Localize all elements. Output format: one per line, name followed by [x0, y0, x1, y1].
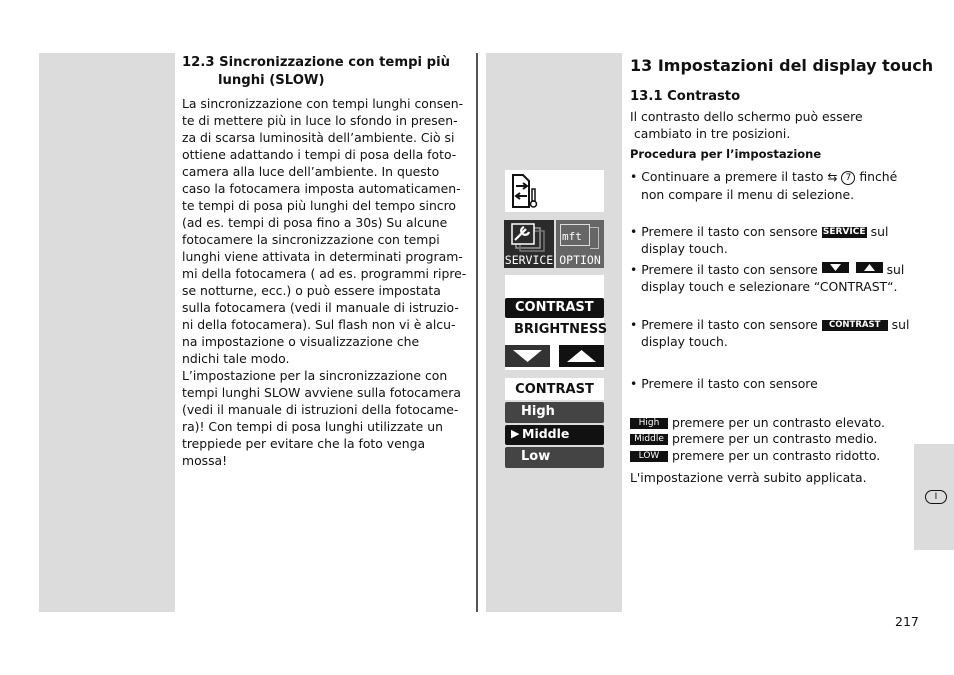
text-line: te tempi di posa più lunghi del tempo sincro — [182, 198, 457, 213]
text-line: La sincronizzazione con tempi lunghi consen- — [182, 96, 464, 111]
step-text: • Premere il tasto con sensore — [630, 224, 818, 239]
heading-line-2: lunghi (SLOW) — [218, 73, 325, 88]
option-high-row — [630, 414, 885, 431]
step-text: • Continuare a premere il tasto — [630, 169, 824, 184]
language-tab-badge — [925, 490, 947, 504]
text-line: mossa! — [182, 453, 228, 468]
low-option — [505, 447, 604, 468]
option-description: premere per un contrasto medio. — [671, 431, 878, 446]
menu-contrast-item — [505, 298, 604, 318]
step-text: display touch. — [641, 334, 728, 349]
option-description: premere per un contrasto ridotto. — [671, 448, 881, 463]
up-arrow-badge — [856, 262, 883, 273]
contrast-title-label: CONTRAST — [515, 382, 594, 397]
mft-label: mft — [562, 230, 582, 243]
final-note: L'impostazione verrà subito applicata. — [630, 470, 867, 485]
step-text: display touch e selezionare “CONTRAST“. — [641, 279, 898, 294]
text-line: sulla fotocamera (vedi il manuale di istruzio- — [182, 300, 459, 315]
high-option — [505, 402, 604, 423]
contrast-badge: CONTRAST — [822, 320, 888, 331]
text-line: ra)! Con tempi di posa lunghi utilizzate un — [182, 419, 443, 434]
language-tab-label: I — [934, 492, 938, 502]
service-button-illustration — [504, 220, 554, 268]
step-2 — [630, 223, 910, 257]
page-number: 217 — [895, 614, 919, 629]
middle-option — [505, 425, 604, 445]
low-badge: LOW — [630, 451, 668, 462]
text-line: L’impostazione per la sincronizzazione con — [182, 368, 448, 383]
option-low-row — [630, 447, 880, 464]
triangle-down-icon — [505, 345, 550, 367]
text-line: fotocamere la sincronizzazione con tempi — [182, 232, 440, 247]
text-line: (vedi il manuale di istruzioni della fotocame- — [182, 402, 459, 417]
option-middle-row — [630, 430, 877, 447]
menu-contrast-label: CONTRAST — [515, 300, 594, 315]
step-text: non compare il menu di selezione. — [641, 187, 855, 202]
step-5: • Premere il tasto con sensore — [630, 376, 818, 391]
selected-arrow-icon: ▶ — [511, 427, 520, 440]
triangle-up-icon — [856, 262, 883, 273]
middle-option-label: Middle — [522, 426, 570, 441]
step-text: • Premere il tasto con sensore — [630, 317, 818, 332]
option-button-illustration — [556, 220, 604, 268]
text-line: za di scarsa luminosità dell’ambiente. Ciò si — [182, 130, 455, 145]
circled-number-label: 7 — [845, 173, 852, 183]
text-line: treppiede per evitare che la foto venga — [182, 436, 426, 451]
text-line: camera alla luce dell’ambiente. In questo — [182, 164, 440, 179]
text-line: tempi lunghi SLOW avviene sulla fotocamera — [182, 385, 461, 400]
middle-badge: Middle — [630, 434, 668, 445]
left-margin-panel — [39, 53, 175, 612]
down-arrow-button — [505, 345, 550, 367]
subsection-title-13-1: 13.1 Contrasto — [630, 89, 741, 104]
section-title-13: 13 Impostazioni del display touch — [630, 56, 934, 75]
section-heading-12-3 — [182, 54, 472, 90]
step-text: display touch. — [641, 241, 728, 256]
menu-brightness-item — [514, 322, 607, 337]
step-3 — [630, 261, 915, 295]
high-badge: High — [630, 418, 668, 429]
step-text: sul — [870, 224, 889, 239]
text-line: ni della fotocamera). Sul flash non vi è alcu- — [182, 317, 456, 332]
text-line: ndichi tale modo. — [182, 351, 290, 366]
contrast-intro — [630, 108, 863, 142]
up-arrow-button — [559, 345, 604, 367]
low-option-label: Low — [521, 449, 551, 464]
mft-stack — [560, 224, 590, 246]
swap-arrows-icon: ⇆ — [827, 170, 838, 184]
service-badge: SERVICE — [822, 227, 866, 237]
mft-stack-shadow — [590, 227, 599, 249]
wrench-icon — [504, 220, 554, 254]
triangle-down-icon — [822, 262, 849, 273]
procedure-heading: Procedura per l’impostazione — [630, 147, 822, 161]
step-text: sul — [891, 317, 910, 332]
menu-brightness-label: BRIGHTNESS — [514, 322, 608, 337]
option-label: OPTION — [559, 253, 601, 267]
slow-sync-paragraph-1 — [182, 95, 472, 367]
mode-key-illustration — [505, 170, 604, 212]
heading-line-1: 12.3 Sincronizzazione con tempi più — [182, 55, 450, 70]
text-line: mi della fotocamera ( ad es. programmi ripre- — [182, 266, 467, 281]
high-option-label: High — [521, 404, 555, 419]
circled-number — [841, 171, 855, 185]
down-arrow-badge — [822, 262, 849, 273]
text-line: te di mettere più in luce lo sfondo in presen- — [182, 113, 458, 128]
option-description: premere per un contrasto elevato. — [671, 415, 885, 430]
step-1 — [630, 168, 910, 203]
triangle-up-icon — [559, 345, 604, 367]
text-line: caso la fotocamera imposta automaticamen- — [182, 181, 461, 196]
step-text: finché — [859, 169, 898, 184]
column-divider — [476, 53, 478, 612]
contrast-panel-title — [505, 378, 604, 400]
text-line: na impostazione o visualizzazione che — [182, 334, 420, 349]
slow-sync-paragraph-2 — [182, 367, 472, 469]
text-line: (ad es. tempi di posa fino a 30s) Su alcune — [182, 215, 448, 230]
step-text: • Premere il tasto con sensore — [630, 262, 818, 277]
text-line: se notturne, ecc.) o può essere impostata — [182, 283, 441, 298]
step-text: sul — [886, 262, 905, 277]
text-line: lunghi viene attivata in determinati program- — [182, 249, 463, 264]
step-4 — [630, 316, 915, 350]
swap-arrows-icon — [507, 171, 547, 211]
text-line: cambiato in tre posizioni. — [630, 126, 791, 141]
text-line: Il contrasto dello schermo può essere — [630, 109, 863, 124]
service-label: SERVICE — [504, 253, 554, 267]
text-line: ottiene adattando i tempi di posa della foto- — [182, 147, 457, 162]
